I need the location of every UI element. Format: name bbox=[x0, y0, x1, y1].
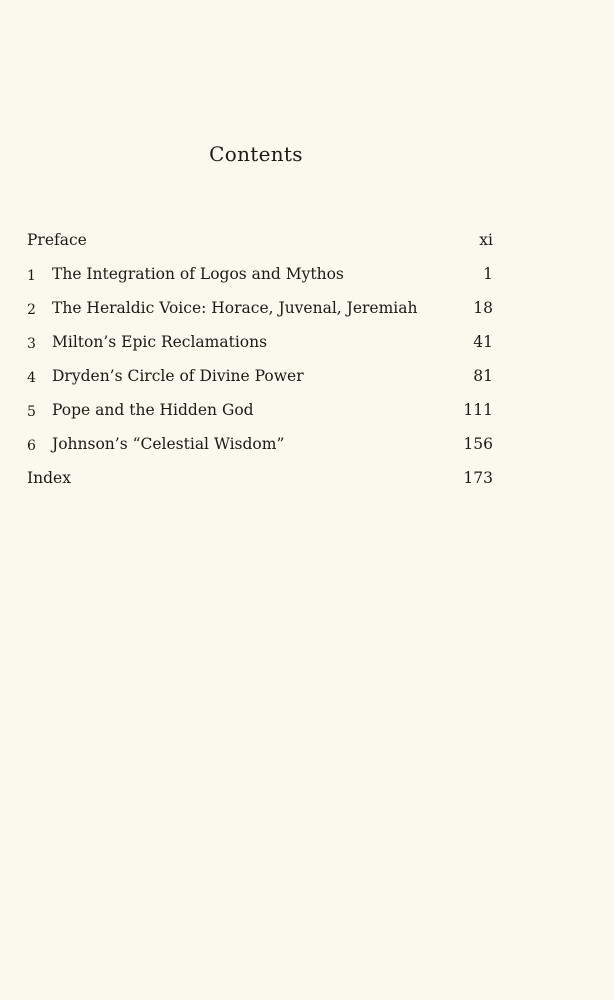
toc-entry-label: Johnson’s “Celestial Wisdom” bbox=[52, 435, 285, 453]
toc-chapter-number: 3 bbox=[27, 336, 36, 352]
toc-entry-label: Pope and the Hidden God bbox=[52, 401, 254, 419]
toc-entry-label: Dryden’s Circle of Divine Power bbox=[52, 367, 304, 385]
toc-entry-chapter-5 bbox=[27, 399, 493, 433]
toc-page-number: 173 bbox=[463, 469, 493, 487]
toc-page-number: 156 bbox=[463, 435, 493, 453]
toc-entry-chapter-6 bbox=[27, 433, 493, 467]
toc-entry-chapter-4 bbox=[27, 365, 493, 399]
toc-page-number: 111 bbox=[463, 401, 493, 419]
toc-page-number: 41 bbox=[473, 333, 493, 351]
toc-entry-label: Milton’s Epic Reclamations bbox=[52, 333, 268, 351]
toc-chapter-number: 1 bbox=[27, 268, 36, 284]
toc-entry-label: Preface bbox=[27, 231, 87, 249]
toc-entry-chapter-1 bbox=[27, 263, 493, 297]
toc-entry-preface bbox=[27, 229, 493, 263]
toc-entry-label: The Heraldic Voice: Horace, Juvenal, Jeremiah bbox=[52, 299, 418, 317]
toc-chapter-number: 5 bbox=[27, 404, 36, 420]
toc-page-number: 1 bbox=[483, 265, 493, 283]
toc-page-number: 18 bbox=[473, 299, 493, 317]
toc-entry-index bbox=[27, 467, 493, 501]
toc-chapter-number: 4 bbox=[27, 370, 36, 386]
toc-entry-chapter-2 bbox=[27, 297, 493, 331]
toc-chapter-number: 6 bbox=[27, 438, 36, 454]
toc-page-number: xi bbox=[479, 231, 493, 249]
table-of-contents bbox=[27, 229, 493, 501]
toc-page-number: 81 bbox=[473, 367, 493, 385]
toc-entry-label: Index bbox=[27, 469, 71, 487]
toc-entry-chapter-3 bbox=[27, 331, 493, 365]
page-title: Contents bbox=[209, 142, 303, 166]
toc-chapter-number: 2 bbox=[27, 302, 36, 318]
toc-entry-label: The Integration of Logos and Mythos bbox=[52, 265, 344, 283]
